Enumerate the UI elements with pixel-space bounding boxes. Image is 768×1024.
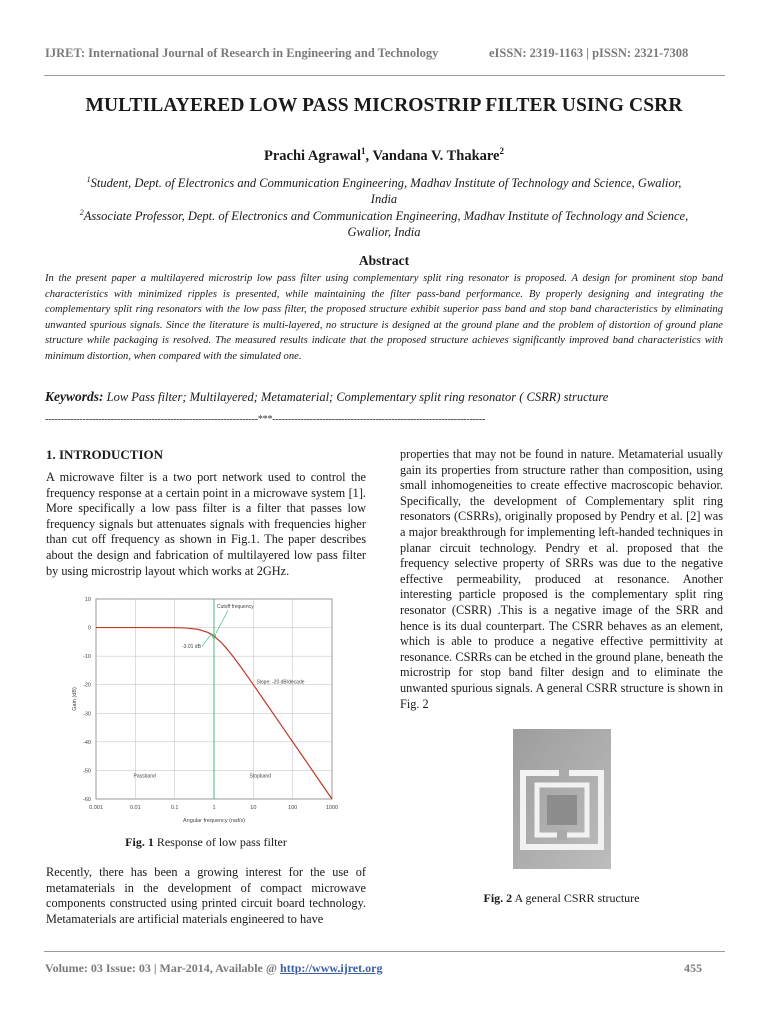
x-axis-label: Angular frequency (rad/s) bbox=[182, 818, 246, 824]
journal-header: IJRET: International Journal of Research in Engineering and Technology bbox=[45, 46, 439, 60]
x-tick-label: 100 bbox=[288, 805, 298, 811]
fig1-caption-label: Fig. 1 bbox=[125, 835, 154, 849]
slope-annotation: Slope: -20 dB/decade bbox=[256, 679, 305, 686]
y-tick-label: -30 bbox=[83, 711, 91, 718]
header-rule bbox=[44, 75, 725, 76]
intro-paragraph-3: properties that may not be found in nature. Metamaterial usually gain its properties from structure rather than composition, using small inhomogeneities to create effective macroscopic behavior. Specifically, the development of Complementary split ring resonators (CSRRs), originally proposed by Pendry et al. [2] was a major breakthrough for implementing left-handed techniques in planar circuit technology. Pendry et al. proposed that the frequency selective property of SRRs was due to the negative effective permeability, produced at resonance. Another interesting particle proposed is the complementary split ring resonator (CSRR) .This is a negative image of the SRR and hence is its dual counterpart. The CSRR behaves as an element, which is able to produce a negative effective permittivity at resonance. CSRRs can be etched in the ground plane, beneath the microstrip for stop band filter design and to eliminate the unwanted spurious signals. A general CSRR structure is shown in Fig. 2 bbox=[400, 447, 723, 711]
passband-annotation: Passband bbox=[133, 773, 156, 780]
x-tick-label: 1 bbox=[212, 805, 216, 811]
y-axis-label: Gain (dB) bbox=[72, 687, 78, 711]
author-1: Prachi Agrawal bbox=[263, 147, 362, 164]
csrr-center-patch bbox=[547, 795, 577, 825]
author-2: Vandana V. Thakare bbox=[372, 147, 500, 164]
x-tick-label: 0.001 bbox=[89, 805, 103, 811]
fig2-caption-text: A general CSRR structure bbox=[512, 891, 640, 905]
y-tick-label: -60 bbox=[83, 797, 91, 803]
author-sep: , bbox=[365, 147, 373, 164]
db-annotation: -3.01 dB bbox=[182, 644, 201, 651]
y-tick-label: -50 bbox=[83, 768, 91, 775]
csrr-structure-figure bbox=[513, 729, 611, 869]
footer-volume bbox=[45, 961, 382, 976]
affiliation-1-line1: Student, Dept. of Electronics and Communication Engineering, Madhav Institute of Technology and Science, Gwalior, bbox=[90, 176, 682, 191]
x-tick-label: 10 bbox=[250, 805, 257, 811]
keywords bbox=[45, 389, 725, 405]
affiliation-2 bbox=[40, 205, 728, 240]
fig1-caption-text: Response of low pass filter bbox=[153, 835, 287, 849]
affiliation-1 bbox=[40, 172, 728, 207]
page-number: 455 bbox=[684, 961, 702, 975]
affiliation-2-line2: Gwalior, India bbox=[347, 225, 421, 240]
stopband-annotation: Stopband bbox=[249, 773, 271, 780]
x-tick-label: 0.01 bbox=[129, 805, 141, 811]
keywords-text: Low Pass filter; Multilayered; Metamaterial; Complementary split ring resonator ( CSRR) structure bbox=[103, 390, 609, 404]
separator-line: --------------------------------------------------------------------***-------------------------------------------------------------------- bbox=[45, 414, 486, 425]
affiliation-1-line2: India bbox=[370, 192, 398, 207]
intro-paragraph-2: Recently, there has been a growing interest for the use of metamaterials in the development of compact microwave components constructed using printed circuit board technology. Metamaterials are artificial materials engineered to have bbox=[46, 865, 366, 926]
y-tick-label: -20 bbox=[83, 682, 91, 689]
section-heading: 1. INTRODUCTION bbox=[46, 447, 164, 462]
issn-header: eISSN: 2319-1163 | pISSN: 2321-7308 bbox=[489, 46, 689, 60]
csrr-outer-gap bbox=[559, 768, 569, 778]
paper-title: MULTILAYERED LOW PASS MICROSTRIP FILTER USING CSRR bbox=[85, 95, 683, 116]
abstract-text: In the present paper a multilayered microstrip low pass filter using complementary split ring resonator is proposed. A design for prominent stop band characteristics with minimized ripples is presented, while maintaining the filter pass-band performance. By properly designing and integrating the complementary split ring resonators with the low pass filter, the proposed structure exhibit superior pass band and stop band characteristics by eliminating unwanted spurious signals. Since the literature is multi-layered, no structure is designed at the ground plane and the problem of distortion of ground plane structure while packaging is resolved. The measured results indicate that the proposed structure achieves significantly improved band characteristics with minimum distortion, when compared with the simulated one. bbox=[45, 273, 723, 362]
journal-link[interactable]: http://www.ijret.org bbox=[280, 961, 383, 975]
abstract-heading: Abstract bbox=[358, 253, 410, 268]
fig1-chart bbox=[70, 590, 350, 830]
x-tick-label: 1000 bbox=[325, 805, 339, 811]
affiliation-2-line1: Associate Professor, Dept. of Electronics and Communication Engineering, Madhav Institute of Technology and Science, bbox=[83, 209, 689, 224]
keywords-label: Keywords: bbox=[45, 389, 104, 404]
y-tick-label: 0 bbox=[87, 625, 91, 632]
csrr-inner-gap bbox=[557, 830, 567, 840]
affiliation-2-sup: 2 bbox=[79, 208, 84, 217]
y-tick-label: -40 bbox=[83, 739, 91, 746]
y-tick-label: -10 bbox=[83, 654, 91, 661]
cutoff-annotation: Cutoff frequency bbox=[217, 604, 254, 611]
affiliation-1-sup: 1 bbox=[86, 175, 91, 184]
authors-line bbox=[0, 146, 768, 165]
footer-rule bbox=[44, 951, 725, 952]
y-tick-label: 10 bbox=[84, 597, 91, 603]
author-1-sup: 1 bbox=[361, 146, 366, 156]
fig2-caption-label: Fig. 2 bbox=[483, 891, 513, 905]
footer-volume-text: Volume: 03 Issue: 03 | Mar-2014, Available @ bbox=[45, 961, 281, 975]
fig1-caption bbox=[46, 835, 366, 850]
intro-paragraph-1: A microwave filter is a two port network used to control the frequency response at a certain point in a microwave system [1]. More specifically a low pass filter is a filter that passes low frequency signals but attenuates signals with frequencies higher than cut off frequency as shown in Fig.1. The paper describes about the design and fabrication of multilayered low pass filter by using microstrip layout which works at 2GHz. bbox=[46, 470, 366, 578]
fig2-caption bbox=[400, 891, 723, 906]
author-2-sup: 2 bbox=[499, 146, 504, 156]
x-tick-label: 0.1 bbox=[170, 805, 179, 811]
